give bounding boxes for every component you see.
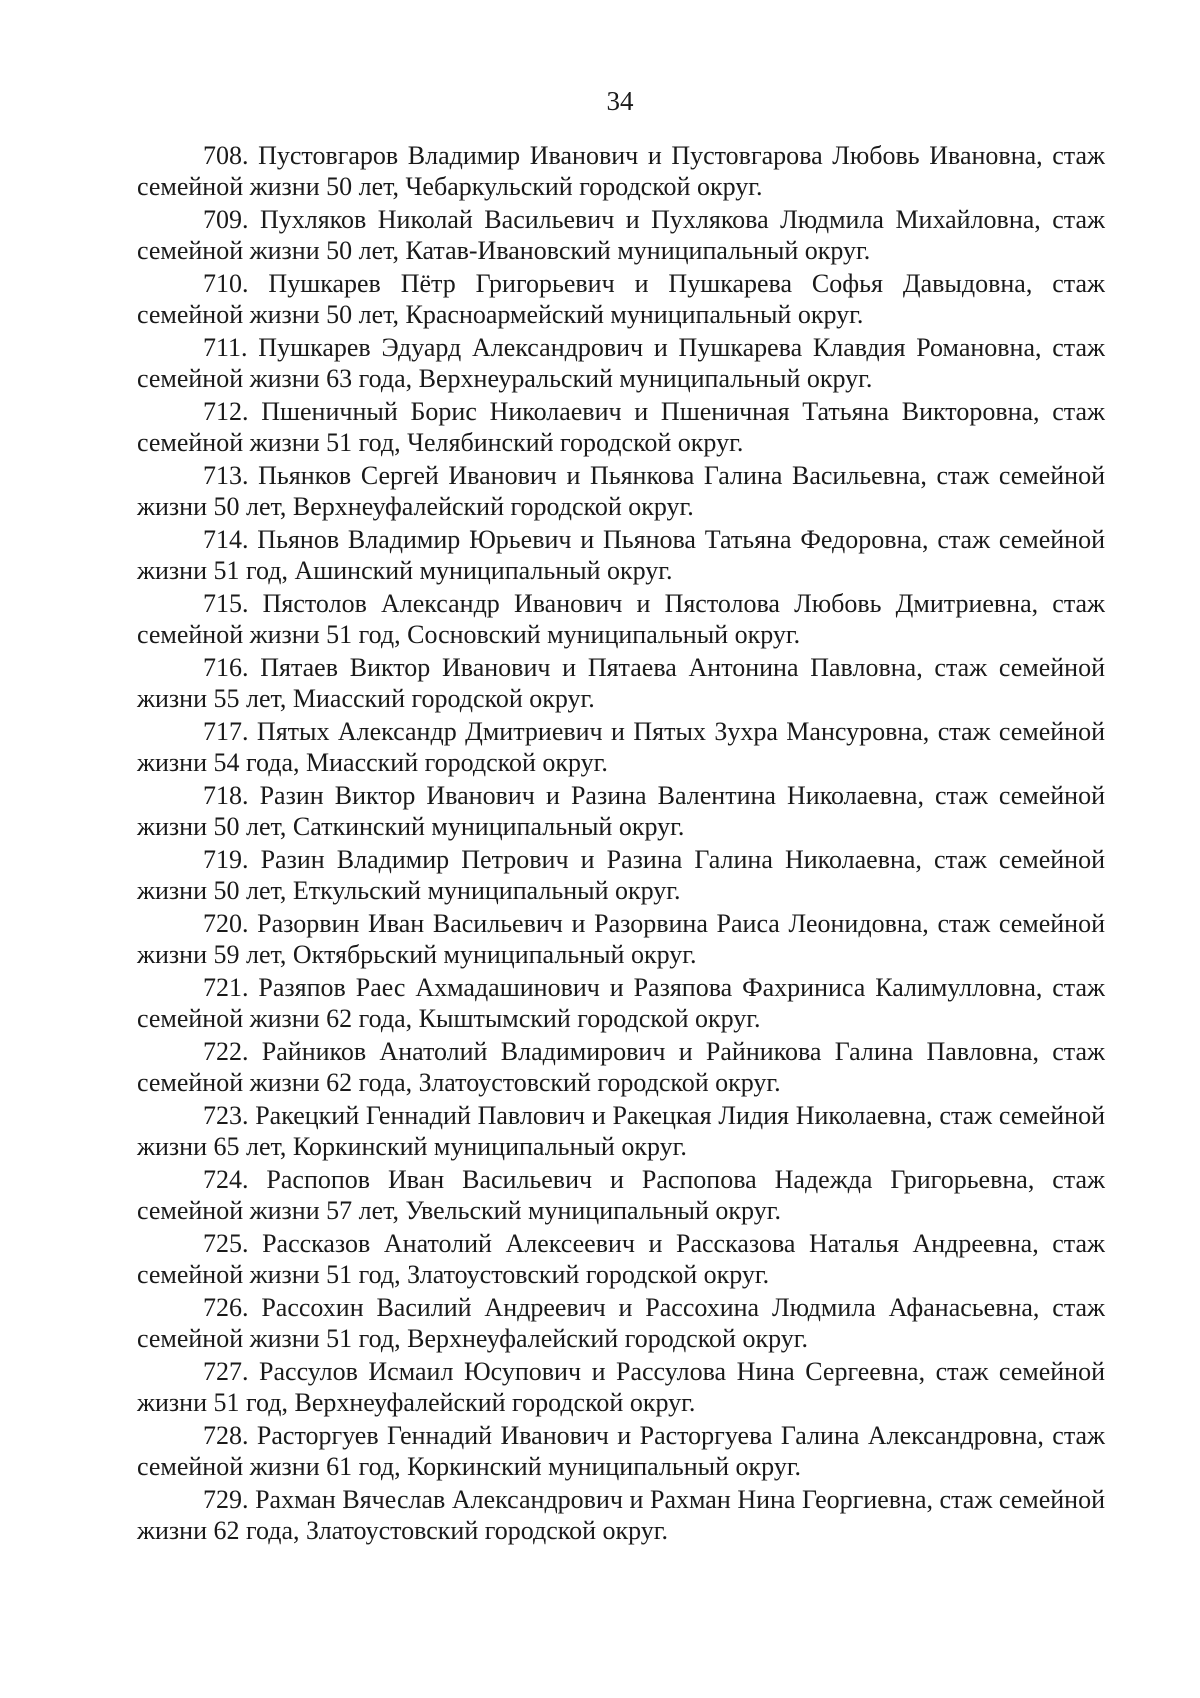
list-item: 713. Пьянков Сергей Иванович и Пьянкова Галина Васильевна, стаж семейной жизни 50 лет, Верхнеуфалейский городской округ. [137, 461, 1105, 521]
list-item: 711. Пушкарев Эдуард Александрович и Пушкарева Клавдия Романовна, стаж семейной жизни 63 года, Верхнеуральский муниципальный округ. [137, 333, 1105, 393]
list-item: 716. Пятаев Виктор Иванович и Пятаева Антонина Павловна, стаж семейной жизни 55 лет, Миасский городской округ. [137, 653, 1105, 713]
list-item: 722. Райников Анатолий Владимирович и Райникова Галина Павловна, стаж семейной жизни 62 года, Златоустовский городской округ. [137, 1037, 1105, 1097]
list-item: 729. Рахман Вячеслав Александрович и Рахман Нина Георгиевна, стаж семейной жизни 62 года, Златоустовский городской округ. [137, 1485, 1105, 1545]
list-item: 717. Пятых Александр Дмитриевич и Пятых Зухра Мансуровна, стаж семейной жизни 54 года, Миасский городской округ. [137, 717, 1105, 777]
list-item: 728. Расторгуев Геннадий Иванович и Расторгуева Галина Александровна, стаж семейной жизни 61 год, Коркинский муниципальный округ. [137, 1421, 1105, 1481]
list-item: 721. Разяпов Раес Ахмадашинович и Разяпова Фахриниса Калимулловна, стаж семейной жизни 62 года, Кыштымский городской округ. [137, 973, 1105, 1033]
list-item: 720. Разорвин Иван Васильевич и Разорвина Раиса Леонидовна, стаж семейной жизни 59 лет, Октябрьский муниципальный округ. [137, 909, 1105, 969]
list-item: 724. Распопов Иван Васильевич и Распопова Надежда Григорьевна, стаж семейной жизни 57 лет, Увельский муниципальный округ. [137, 1165, 1105, 1225]
list-item: 725. Рассказов Анатолий Алексеевич и Рассказова Наталья Андреевна, стаж семейной жизни 51 год, Златоустовский городской округ. [137, 1229, 1105, 1289]
list-item: 723. Ракецкий Геннадий Павлович и Ракецкая Лидия Николаевна, стаж семейной жизни 65 лет, Коркинский муниципальный округ. [137, 1101, 1105, 1161]
list-item: 712. Пшеничный Борис Николаевич и Пшеничная Татьяна Викторовна, стаж семейной жизни 51 год, Челябинский городской округ. [137, 397, 1105, 457]
list-item: 719. Разин Владимир Петрович и Разина Галина Николаевна, стаж семейной жизни 50 лет, Еткульский муниципальный округ. [137, 845, 1105, 905]
list-item: 726. Рассохин Василий Андреевич и Рассохина Людмила Афанасьевна, стаж семейной жизни 51 год, Верхнеуфалейский городской округ. [137, 1293, 1105, 1353]
list-item: 718. Разин Виктор Иванович и Разина Валентина Николаевна, стаж семейной жизни 50 лет, Саткинский муниципальный округ. [137, 781, 1105, 841]
entry-list [137, 140, 1105, 1548]
list-item: 710. Пушкарев Пётр Григорьевич и Пушкарева Софья Давыдовна, стаж семейной жизни 50 лет, Красноармейский муниципальный округ. [137, 269, 1105, 329]
list-item: 727. Рассулов Исмаил Юсупович и Рассулова Нина Сергеевна, стаж семейной жизни 51 год, Верхнеуфалейский городской округ. [137, 1357, 1105, 1417]
list-item: 709. Пухляков Николай Васильевич и Пухлякова Людмила Михайловна, стаж семейной жизни 50 лет, Катав-Ивановский муниципальный округ. [137, 205, 1105, 265]
list-item: 715. Пястолов Александр Иванович и Пястолова Любовь Дмитриевна, стаж семейной жизни 51 год, Сосновский муниципальный округ. [137, 589, 1105, 649]
list-item: 708. Пустовгаров Владимир Иванович и Пустовгарова Любовь Ивановна, стаж семейной жизни 50 лет, Чебаркульский городской округ. [137, 141, 1105, 201]
list-item: 714. Пьянов Владимир Юрьевич и Пьянова Татьяна Федоровна, стаж семейной жизни 51 год, Ашинский муниципальный округ. [137, 525, 1105, 585]
page-number: 34 [606, 86, 634, 116]
